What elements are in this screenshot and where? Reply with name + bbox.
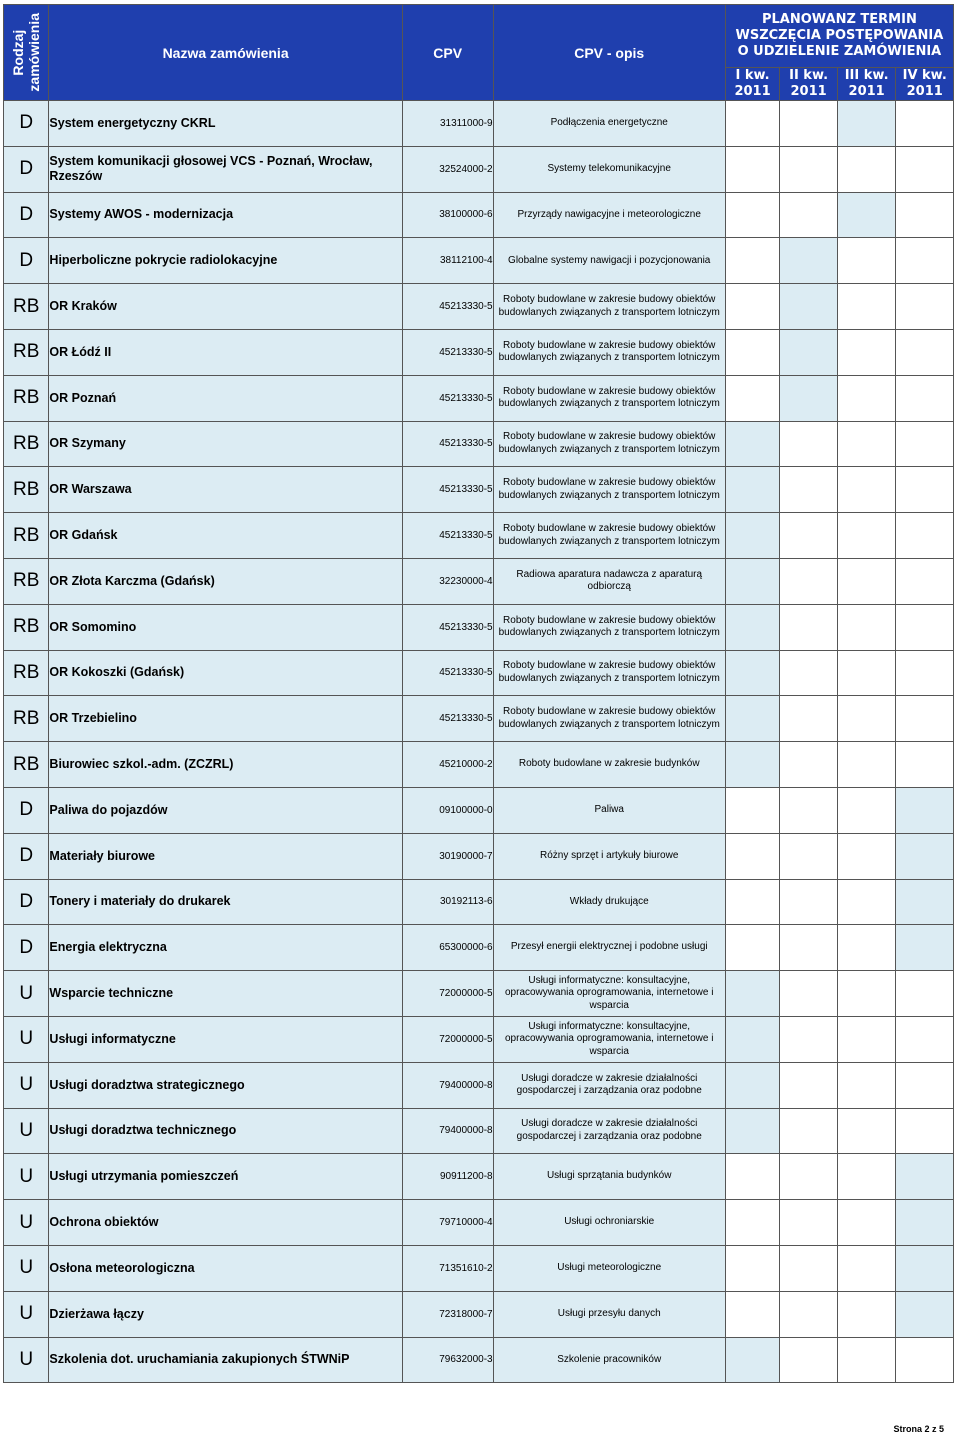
- order-type-cell: U: [4, 1245, 49, 1291]
- header-quarter-3: [837, 68, 896, 101]
- order-name-cell: Usługi informatyczne: [49, 1016, 402, 1062]
- quarter-1-cell: [725, 1108, 780, 1154]
- quarter-1-cell: [725, 1337, 780, 1383]
- quarter-3-cell: [837, 238, 896, 284]
- cpv-description-cell: Roboty budowlane w zakresie budowy obiektów budowlanych związanych z transportem lotniczym: [493, 467, 725, 513]
- order-type-cell: U: [4, 1016, 49, 1062]
- quarter-3-cell: [837, 696, 896, 742]
- quarter-1-cell: [725, 375, 780, 421]
- header-quarter-4: [896, 68, 954, 101]
- quarter-1-cell: [725, 1245, 780, 1291]
- quarter-2-cell: [780, 421, 838, 467]
- quarter-2-cell: [780, 558, 838, 604]
- cpv-code-cell: 45213330-5: [402, 329, 493, 375]
- order-name-cell: OR Somomino: [49, 604, 402, 650]
- cpv-description-cell: Roboty budowlane w zakresie budowy obiektów budowlanych związanych z transportem lotniczym: [493, 604, 725, 650]
- order-name-cell: Materiały biurowe: [49, 833, 402, 879]
- page-number: Strona 2 z 5: [893, 1424, 944, 1434]
- order-name-cell: OR Warszawa: [49, 467, 402, 513]
- table-row: [4, 1108, 954, 1154]
- order-name-cell: Ochrona obiektów: [49, 1200, 402, 1246]
- table-row: [4, 1200, 954, 1246]
- order-type-cell: D: [4, 925, 49, 971]
- order-type-cell: RB: [4, 558, 49, 604]
- procurement-plan-table: [3, 4, 954, 1383]
- quarter-1-cell: [725, 604, 780, 650]
- quarter-1-cell: [725, 1016, 780, 1062]
- quarter-2-cell: [780, 467, 838, 513]
- cpv-code-cell: 65300000-6: [402, 925, 493, 971]
- quarter-4-cell: [896, 1062, 954, 1108]
- quarter-4-cell: [896, 742, 954, 788]
- table-row: [4, 971, 954, 1017]
- order-type-cell: RB: [4, 650, 49, 696]
- cpv-code-cell: 45213330-5: [402, 375, 493, 421]
- quarter-2-cell: [780, 1062, 838, 1108]
- order-type-cell: U: [4, 1108, 49, 1154]
- quarter-3-cell: [837, 421, 896, 467]
- order-name-cell: Usługi doradztwa strategicznego: [49, 1062, 402, 1108]
- cpv-description-cell: Usługi informatyczne: konsultacyjne, opracowywania oprogramowania, internetowe i wsparcia: [493, 1016, 725, 1062]
- header-cpv: CPV: [402, 5, 493, 101]
- cpv-code-cell: 31311000-9: [402, 101, 493, 147]
- quarter-2-cell: [780, 101, 838, 147]
- quarter-3-cell: [837, 1337, 896, 1383]
- order-type-cell: RB: [4, 696, 49, 742]
- quarter-3-cell: [837, 467, 896, 513]
- quarter-2-cell: [780, 1245, 838, 1291]
- order-name-cell: Osłona meteorologiczna: [49, 1245, 402, 1291]
- table-row: [4, 879, 954, 925]
- cpv-code-cell: 45213330-5: [402, 284, 493, 330]
- quarter-2-cell: [780, 1337, 838, 1383]
- cpv-description-cell: Usługi ochroniarskie: [493, 1200, 725, 1246]
- table-row: [4, 1062, 954, 1108]
- quarter-3-cell: [837, 742, 896, 788]
- quarter-1-cell: [725, 238, 780, 284]
- order-type-cell: RB: [4, 467, 49, 513]
- quarter-1-cell: [725, 925, 780, 971]
- cpv-description-cell: Usługi przesyłu danych: [493, 1291, 725, 1337]
- quarter-4-cell: [896, 1016, 954, 1062]
- cpv-code-cell: 71351610-2: [402, 1245, 493, 1291]
- quarter-1-cell: [725, 742, 780, 788]
- table-row: [4, 696, 954, 742]
- quarter-4-cell: [896, 879, 954, 925]
- quarter-4-cell: [896, 467, 954, 513]
- quarter-1-cell: [725, 146, 780, 192]
- order-name-cell: OR Łódź II: [49, 329, 402, 375]
- order-type-cell: U: [4, 971, 49, 1017]
- header-quarter-1-label: I kw. 2011: [734, 68, 771, 99]
- header-quarter-2-label: II kw. 2011: [789, 68, 829, 99]
- cpv-description-cell: Roboty budowlane w zakresie budowy obiektów budowlanych związanych z transportem lotniczym: [493, 696, 725, 742]
- table-row: [4, 1016, 954, 1062]
- cpv-code-cell: 45213330-5: [402, 513, 493, 559]
- quarter-1-cell: [725, 1200, 780, 1246]
- cpv-code-cell: 45213330-5: [402, 650, 493, 696]
- cpv-code-cell: 45213330-5: [402, 421, 493, 467]
- quarter-1-cell: [725, 833, 780, 879]
- cpv-description-cell: Różny sprzęt i artykuły biurowe: [493, 833, 725, 879]
- order-name-cell: Usługi utrzymania pomieszczeń: [49, 1154, 402, 1200]
- order-name-cell: Usługi doradztwa technicznego: [49, 1108, 402, 1154]
- table-row: [4, 787, 954, 833]
- quarter-2-cell: [780, 329, 838, 375]
- quarter-2-cell: [780, 1200, 838, 1246]
- cpv-description-cell: Roboty budowlane w zakresie budowy obiektów budowlanych związanych z transportem lotniczym: [493, 421, 725, 467]
- header-planned-date-label: PLANOWANZ TERMIN WSZCZĘCIA POSTĘPOWANIA O UDZIELENIE ZAMÓWIENIA: [735, 12, 944, 59]
- table-row: [4, 558, 954, 604]
- quarter-4-cell: [896, 1245, 954, 1291]
- quarter-1-cell: [725, 879, 780, 925]
- cpv-code-cell: 38112100-4: [402, 238, 493, 284]
- header-quarter-2: [780, 68, 838, 101]
- quarter-2-cell: [780, 833, 838, 879]
- quarter-2-cell: [780, 238, 838, 284]
- quarter-3-cell: [837, 1291, 896, 1337]
- quarter-2-cell: [780, 1016, 838, 1062]
- quarter-1-cell: [725, 329, 780, 375]
- table-row: [4, 284, 954, 330]
- order-name-cell: Systemy AWOS - modernizacja: [49, 192, 402, 238]
- quarter-4-cell: [896, 284, 954, 330]
- quarter-3-cell: [837, 1016, 896, 1062]
- table-row: [4, 238, 954, 284]
- quarter-1-cell: [725, 101, 780, 147]
- quarter-1-cell: [725, 421, 780, 467]
- order-type-cell: RB: [4, 513, 49, 559]
- order-name-cell: Dzierżawa łączy: [49, 1291, 402, 1337]
- quarter-3-cell: [837, 650, 896, 696]
- quarter-1-cell: [725, 192, 780, 238]
- cpv-code-cell: 45213330-5: [402, 696, 493, 742]
- header-order-type-label: Rodzaj zamówienia: [10, 13, 43, 92]
- quarter-2-cell: [780, 925, 838, 971]
- table-row: [4, 1337, 954, 1383]
- order-name-cell: OR Złota Karczma (Gdańsk): [49, 558, 402, 604]
- cpv-description-cell: Globalne systemy nawigacji i pozycjonowania: [493, 238, 725, 284]
- order-name-cell: Tonery i materiały do drukarek: [49, 879, 402, 925]
- cpv-description-cell: Usługi sprzątania budynków: [493, 1154, 725, 1200]
- cpv-description-cell: Usługi doradcze w zakresie działalności gospodarczej i zarządzania oraz podobne: [493, 1062, 725, 1108]
- order-type-cell: D: [4, 787, 49, 833]
- quarter-3-cell: [837, 375, 896, 421]
- quarter-2-cell: [780, 742, 838, 788]
- order-type-cell: RB: [4, 604, 49, 650]
- quarter-3-cell: [837, 1108, 896, 1154]
- order-type-cell: D: [4, 146, 49, 192]
- quarter-4-cell: [896, 1154, 954, 1200]
- quarter-1-cell: [725, 1154, 780, 1200]
- quarter-1-cell: [725, 513, 780, 559]
- cpv-description-cell: Podłączenia energetyczne: [493, 101, 725, 147]
- quarter-1-cell: [725, 971, 780, 1017]
- quarter-3-cell: [837, 787, 896, 833]
- order-type-cell: RB: [4, 421, 49, 467]
- quarter-2-cell: [780, 375, 838, 421]
- quarter-4-cell: [896, 421, 954, 467]
- order-name-cell: System komunikacji głosowej VCS - Poznań, Wrocław, Rzeszów: [49, 146, 402, 192]
- quarter-4-cell: [896, 238, 954, 284]
- cpv-description-cell: Usługi doradcze w zakresie działalności gospodarczej i zarządzania oraz podobne: [493, 1108, 725, 1154]
- order-name-cell: Energia elektryczna: [49, 925, 402, 971]
- header-order-type: [4, 5, 49, 101]
- cpv-code-cell: 32524000-2: [402, 146, 493, 192]
- header-quarter-4-label: IV kw. 2011: [902, 68, 947, 99]
- quarter-3-cell: [837, 513, 896, 559]
- cpv-code-cell: 32230000-4: [402, 558, 493, 604]
- quarter-4-cell: [896, 375, 954, 421]
- table-row: [4, 101, 954, 147]
- quarter-4-cell: [896, 925, 954, 971]
- table-row: [4, 833, 954, 879]
- order-type-cell: U: [4, 1062, 49, 1108]
- quarter-3-cell: [837, 146, 896, 192]
- quarter-2-cell: [780, 604, 838, 650]
- quarter-1-cell: [725, 558, 780, 604]
- cpv-code-cell: 90911200-8: [402, 1154, 493, 1200]
- cpv-description-cell: Przesył energii elektrycznej i podobne usługi: [493, 925, 725, 971]
- cpv-code-cell: 72000000-5: [402, 971, 493, 1017]
- order-type-cell: U: [4, 1291, 49, 1337]
- order-name-cell: Paliwa do pojazdów: [49, 787, 402, 833]
- quarter-3-cell: [837, 1200, 896, 1246]
- cpv-code-cell: 79632000-3: [402, 1337, 493, 1383]
- cpv-description-cell: Roboty budowlane w zakresie budowy obiektów budowlanych związanych z transportem lotniczym: [493, 329, 725, 375]
- cpv-description-cell: Wkłady drukujące: [493, 879, 725, 925]
- quarter-2-cell: [780, 1154, 838, 1200]
- quarter-1-cell: [725, 284, 780, 330]
- order-name-cell: OR Gdańsk: [49, 513, 402, 559]
- quarter-4-cell: [896, 971, 954, 1017]
- header-planned-date: [725, 5, 953, 68]
- cpv-description-cell: Paliwa: [493, 787, 725, 833]
- cpv-code-cell: 45210000-2: [402, 742, 493, 788]
- cpv-code-cell: 45213330-5: [402, 604, 493, 650]
- table-row: [4, 513, 954, 559]
- quarter-2-cell: [780, 284, 838, 330]
- quarter-4-cell: [896, 696, 954, 742]
- quarter-3-cell: [837, 971, 896, 1017]
- cpv-code-cell: 09100000-0: [402, 787, 493, 833]
- quarter-2-cell: [780, 513, 838, 559]
- cpv-description-cell: Roboty budowlane w zakresie budowy obiektów budowlanych związanych z transportem lotniczym: [493, 284, 725, 330]
- header-order-name: Nazwa zamówienia: [49, 5, 402, 101]
- quarter-2-cell: [780, 787, 838, 833]
- cpv-description-cell: Roboty budowlane w zakresie budowy obiektów budowlanych związanych z transportem lotniczym: [493, 650, 725, 696]
- order-type-cell: U: [4, 1154, 49, 1200]
- order-type-cell: RB: [4, 284, 49, 330]
- cpv-code-cell: 38100000-6: [402, 192, 493, 238]
- order-name-cell: OR Trzebielino: [49, 696, 402, 742]
- table-row: [4, 650, 954, 696]
- cpv-code-cell: 79400000-8: [402, 1108, 493, 1154]
- cpv-description-cell: Roboty budowlane w zakresie budowy obiektów budowlanych związanych z transportem lotniczym: [493, 513, 725, 559]
- cpv-description-cell: Systemy telekomunikacyjne: [493, 146, 725, 192]
- quarter-4-cell: [896, 604, 954, 650]
- quarter-2-cell: [780, 192, 838, 238]
- table-row: [4, 1154, 954, 1200]
- cpv-description-cell: Przyrządy nawigacyjne i meteorologiczne: [493, 192, 725, 238]
- table-row: [4, 925, 954, 971]
- order-name-cell: OR Poznań: [49, 375, 402, 421]
- order-name-cell: OR Kraków: [49, 284, 402, 330]
- cpv-description-cell: Usługi meteorologiczne: [493, 1245, 725, 1291]
- quarter-4-cell: [896, 1108, 954, 1154]
- quarter-4-cell: [896, 192, 954, 238]
- cpv-code-cell: 72000000-5: [402, 1016, 493, 1062]
- cpv-code-cell: 79400000-8: [402, 1062, 493, 1108]
- quarter-1-cell: [725, 1291, 780, 1337]
- header-cpv-description: CPV - opis: [493, 5, 725, 101]
- order-name-cell: OR Kokoszki (Gdańsk): [49, 650, 402, 696]
- quarter-3-cell: [837, 604, 896, 650]
- quarter-1-cell: [725, 696, 780, 742]
- cpv-code-cell: 30192113-6: [402, 879, 493, 925]
- order-name-cell: Biurowiec szkol.-adm. (ZCZRL): [49, 742, 402, 788]
- quarter-3-cell: [837, 1154, 896, 1200]
- table-row: [4, 329, 954, 375]
- quarter-4-cell: [896, 329, 954, 375]
- quarter-2-cell: [780, 879, 838, 925]
- cpv-description-cell: Usługi informatyczne: konsultacyjne, opracowywania oprogramowania, internetowe i wsparcia: [493, 971, 725, 1017]
- order-name-cell: OR Szymany: [49, 421, 402, 467]
- header-quarter-3-label: III kw. 2011: [844, 68, 889, 99]
- quarter-3-cell: [837, 879, 896, 925]
- quarter-1-cell: [725, 1062, 780, 1108]
- quarter-1-cell: [725, 467, 780, 513]
- order-name-cell: Hiperboliczne pokrycie radiolokacyjne: [49, 238, 402, 284]
- quarter-4-cell: [896, 1291, 954, 1337]
- quarter-3-cell: [837, 192, 896, 238]
- table-row: [4, 1291, 954, 1337]
- quarter-3-cell: [837, 1062, 896, 1108]
- table-row: [4, 1245, 954, 1291]
- cpv-code-cell: 79710000-4: [402, 1200, 493, 1246]
- quarter-4-cell: [896, 833, 954, 879]
- table-row: [4, 421, 954, 467]
- order-type-cell: D: [4, 833, 49, 879]
- order-name-cell: Szkolenia dot. uruchamiania zakupionych ŚTWNiP: [49, 1337, 402, 1383]
- table-body: [4, 101, 954, 1383]
- order-name-cell: Wsparcie techniczne: [49, 971, 402, 1017]
- quarter-3-cell: [837, 101, 896, 147]
- order-type-cell: D: [4, 238, 49, 284]
- quarter-2-cell: [780, 146, 838, 192]
- quarter-4-cell: [896, 513, 954, 559]
- order-type-cell: D: [4, 879, 49, 925]
- quarter-3-cell: [837, 284, 896, 330]
- quarter-4-cell: [896, 1200, 954, 1246]
- cpv-description-cell: Roboty budowlane w zakresie budowy obiektów budowlanych związanych z transportem lotniczym: [493, 375, 725, 421]
- order-type-cell: U: [4, 1200, 49, 1246]
- quarter-2-cell: [780, 971, 838, 1017]
- order-type-cell: U: [4, 1337, 49, 1383]
- cpv-description-cell: Roboty budowlane w zakresie budynków: [493, 742, 725, 788]
- order-type-cell: RB: [4, 742, 49, 788]
- cpv-description-cell: Radiowa aparatura nadawcza z aparaturą odbiorczą: [493, 558, 725, 604]
- quarter-1-cell: [725, 787, 780, 833]
- order-name-cell: System energetyczny CKRL: [49, 101, 402, 147]
- header-quarter-1: [725, 68, 780, 101]
- order-type-cell: RB: [4, 329, 49, 375]
- table-row: [4, 604, 954, 650]
- quarter-2-cell: [780, 696, 838, 742]
- quarter-4-cell: [896, 146, 954, 192]
- order-type-cell: D: [4, 101, 49, 147]
- quarter-1-cell: [725, 650, 780, 696]
- quarter-4-cell: [896, 558, 954, 604]
- table-row: [4, 742, 954, 788]
- quarter-2-cell: [780, 1108, 838, 1154]
- order-type-cell: RB: [4, 375, 49, 421]
- quarter-4-cell: [896, 1337, 954, 1383]
- quarter-2-cell: [780, 1291, 838, 1337]
- quarter-4-cell: [896, 650, 954, 696]
- quarter-3-cell: [837, 833, 896, 879]
- table-row: [4, 375, 954, 421]
- table-row: [4, 192, 954, 238]
- quarter-3-cell: [837, 1245, 896, 1291]
- quarter-4-cell: [896, 787, 954, 833]
- table-row: [4, 146, 954, 192]
- quarter-3-cell: [837, 558, 896, 604]
- cpv-code-cell: 72318000-7: [402, 1291, 493, 1337]
- order-type-cell: D: [4, 192, 49, 238]
- quarter-2-cell: [780, 650, 838, 696]
- quarter-3-cell: [837, 329, 896, 375]
- quarter-4-cell: [896, 101, 954, 147]
- cpv-description-cell: Szkolenie pracowników: [493, 1337, 725, 1383]
- table-row: [4, 467, 954, 513]
- cpv-code-cell: 30190000-7: [402, 833, 493, 879]
- cpv-code-cell: 45213330-5: [402, 467, 493, 513]
- quarter-3-cell: [837, 925, 896, 971]
